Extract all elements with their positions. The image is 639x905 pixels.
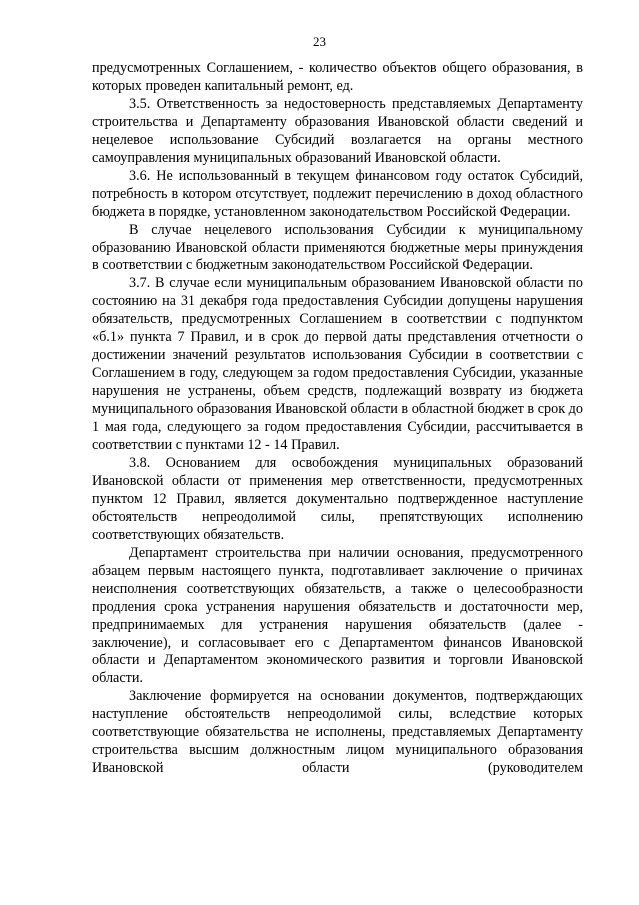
paragraph-3-5: 3.5. Ответственность за недостоверность представляемых Департаменту строительства и Департаменту образования Ивановской области сведений и нецелевое использование Субсидий возлагается на органы местного самоуправления муниципальных образований Ивановской области. — [92, 95, 583, 166]
paragraph-3-8: 3.8. Основанием для освобождения муниципальных образований Ивановской области от применения мер ответственности, предусмотренных пунктом 12 Правил, является документально подтвержденное наступление обстоятельств непреодолимой силы, препятствующих исполнению соответствующих обязательств. — [92, 454, 583, 543]
paragraph-3-7: 3.7. В случае если муниципальным образованием Ивановской области по состоянию на 31 декабря года предоставления Субсидии допущены нарушения обязательств, предусмотренных Соглашением в соответствии с подпунктом «б.1» пункта 7 Правил, и в срок до первой даты представления отчетности о достижении значений результатов использования Субсидии в соответствии с Соглашением в году, следующем за годом предоставления Субсидии, указанные нарушения не устранены, объем средств, подлежащий возврату из бюджета муниципального образования Ивановской области в областной бюджет в срок до 1 мая года, следующего за годом предоставления Субсидии, рассчитывается в соответствии с пунктами 12 - 14 Правил. — [92, 275, 583, 454]
paragraph-3-6: 3.6. Не использованный в текущем финансовом году остаток Субсидий, потребность в котором отсутствует, подлежит перечислению в доход областного бюджета в порядке, установленном законодательством Российской Федерации. — [92, 167, 583, 220]
paragraph-continuation: предусмотренных Соглашением, - количество объектов общего образования, в которых проведен капитальный ремонт, ед. — [92, 60, 583, 94]
paragraph-conclusion-basis: Заключение формируется на основании документов, подтверждающих наступление обстоятельств непреодолимой силы, вследствие которых соответствующие обязательства не исполнены, представляемых Департаменту строительства высшим должностным лицом муниципального образования Ивановской области (руководителем — [92, 688, 583, 777]
paragraph-misuse-measures: В случае нецелевого использования Субсидии к муниципальному образованию Ивановской области применяются бюджетные меры принуждения в соответствии с бюджетным законодательством Российской Федерации. — [92, 221, 583, 274]
page-number: 23 — [313, 34, 326, 49]
document-body — [92, 60, 583, 778]
paragraph-department-conclusion: Департамент строительства при наличии основания, предусмотренного абзацем первым настоящего пункта, подготавливает заключение о причинах неисполнения соответствующих обязательств, а также о целесообразности продления срока устранения нарушения обязательств и достаточности мер, предпринимаемых для устранения нарушения обязательств (далее - заключение), и согласовывает его с Департаментом финансов Ивановской области и Департаментом экономического развития и торговли Ивановской области. — [92, 544, 583, 687]
